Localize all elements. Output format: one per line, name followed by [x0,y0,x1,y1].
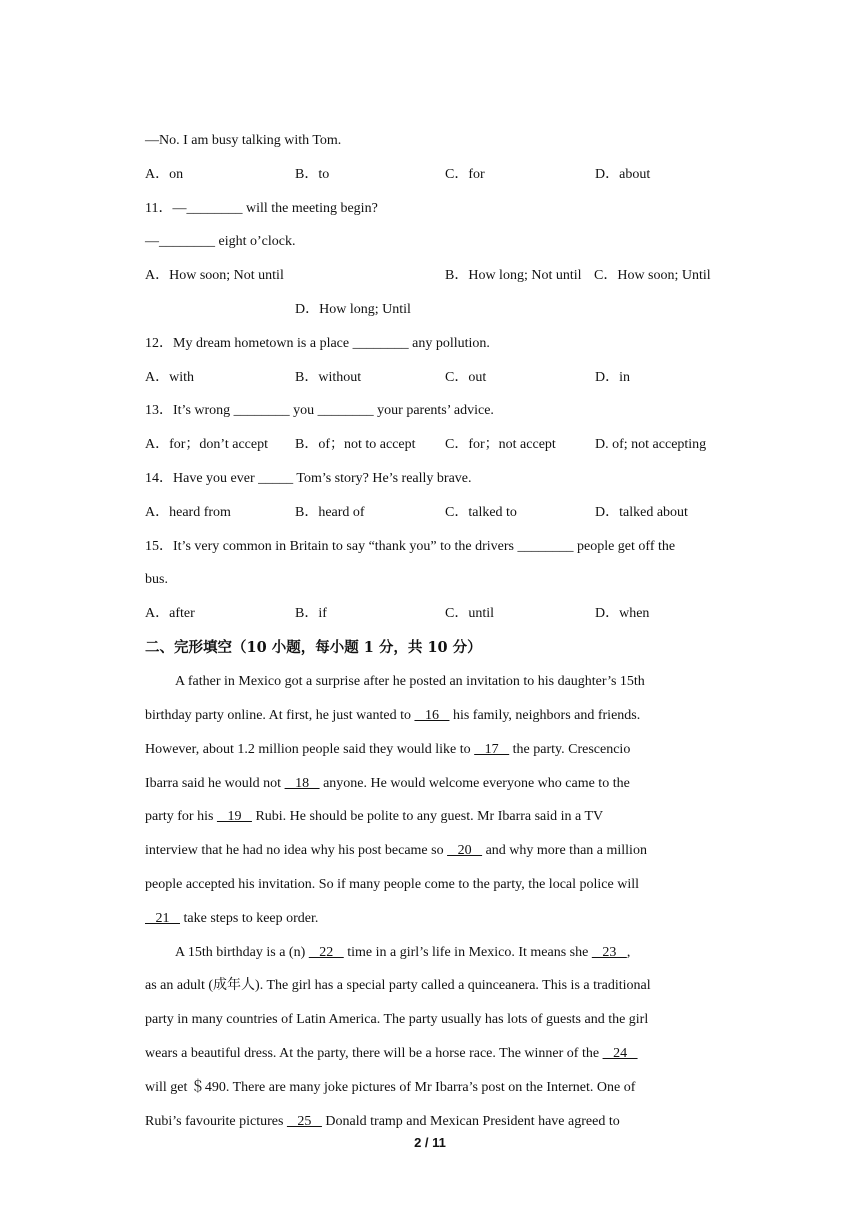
q10-option-c: C．for [445,167,485,182]
passage-text: will get ＄490. There are many joke pictures of Mr Ibarra’s post on the Internet. One of [145,1080,636,1095]
q11-option-c: C．How soon; Until [594,268,711,283]
q11-stem: 11．—________ will the meeting begin? [145,201,378,216]
cloze-blank: 24 [602,1046,638,1061]
cloze-blank: 25 [286,1114,322,1129]
passage-line [175,673,645,691]
page-number: 2 / 11 [414,1135,446,1150]
passage-text: Rubi. He should be polite to any guest. Mr Ibarra said in a TV [251,809,604,824]
passage-line [145,1011,648,1029]
cloze-blank: 23 [591,945,627,960]
cloze-blank: 17 [474,742,510,757]
passage-text: A father in Mexico got a surprise after he posted an invitation to his daughter’s 15th [175,674,645,689]
q15-option-a: A．after [145,606,195,621]
cloze-blank: 18 [284,776,320,791]
passage-text: and why more than a million [482,843,647,858]
q11-option-d: D．How long; Until [295,302,411,317]
passage-text: take steps to keep order. [180,911,319,926]
q10-option-a: A．on [145,167,184,182]
passage-text: as an adult (成年人). The girl has a special party called a quinceanera. This is a traditional [145,978,651,993]
passage-line [145,842,647,860]
passage-line [145,808,603,826]
q15-option-c: C．until [445,606,495,621]
passage-text: his family, neighbors and friends. [449,708,641,723]
q14-stem: 14．Have you ever _____ Tom’s story? He’s really brave. [145,471,472,486]
passage-text: anyone. He would welcome everyone who came to the [319,776,630,791]
cloze-blank: 19 [216,809,252,824]
q13-option-d: D. of; not accepting [595,437,707,452]
passage-line [145,910,318,928]
q12-option-b: B．without [295,370,362,385]
passage-text: wears a beautiful dress. At the party, there will be a horse race. The winner of the [145,1046,603,1061]
q12-option-a: A．with [145,370,194,385]
q14-option-b: B．heard of [295,505,365,520]
passage-line [145,707,640,725]
passage-text: the party. Crescencio [509,742,631,757]
q14-option-d: D．talked about [595,505,688,520]
q13-option-a: A．for；don’t accept [145,437,268,452]
passage-line [145,775,630,793]
q15-option-b: B．if [295,606,327,621]
q10-option-b: B．to [295,167,330,182]
passage-line [145,1045,638,1063]
q11-option-b: B．How long; Not until [445,268,582,283]
section-heading: 二、完形填空（10 小题，每小题 1 分，共 10 分） [145,639,482,656]
q13-option-b: B．of；not to accept [295,437,416,452]
passage-text: time in a girl’s life in Mexico. It means she [343,945,592,960]
passage-line [145,876,639,894]
q10-option-d: D．about [595,167,651,182]
q12-option-c: C．out [445,370,487,385]
q14-option-a: A．heard from [145,505,231,520]
passage-line [145,1113,620,1131]
q14-option-c: C．talked to [445,505,517,520]
passage-text: party for his [145,809,217,824]
passage-text: birthday party online. At first, he just wanted to [145,708,415,723]
q12-stem: 12．My dream hometown is a place ________ any pollution. [145,336,490,351]
q15-stem-continued: bus. [145,572,168,587]
passage-line [145,977,651,995]
q13-stem: 13．It’s wrong ________ you ________ your parents’ advice. [145,403,494,418]
passage-text: Rubi’s favourite pictures [145,1114,287,1129]
passage-text: Ibarra said he would not [145,776,285,791]
q13-option-c: C．for；not accept [445,437,556,452]
passage-line [145,741,630,759]
passage-text: Donald tramp and Mexican President have agreed to [321,1114,620,1129]
passage-line [175,944,630,962]
passage-line [145,1079,635,1097]
cloze-blank: 16 [414,708,450,723]
passage-text: However, about 1.2 million people said they would like to [145,742,475,757]
passage-text: , [626,945,631,960]
q10-answer-line: —No. I am busy talking with Tom. [145,133,342,148]
q15-stem: 15．It’s very common in Britain to say “thank you” to the drivers ________ people get off the [145,539,676,554]
passage-text: people accepted his invitation. So if many people come to the party, the local police will [145,877,639,892]
q11-answer-line: —________ eight o’clock. [145,234,296,249]
passage-text: interview that he had no idea why his post became so [145,843,448,858]
passage-text: party in many countries of Latin America. The party usually has lots of guests and the girl [145,1012,649,1027]
cloze-blank: 20 [447,843,483,858]
q11-option-a: A．How soon; Not until [145,268,284,283]
passage-text: A 15th birthday is a (n) [175,945,309,960]
q15-option-d: D．when [595,606,650,621]
q12-option-d: D．in [595,370,630,385]
cloze-blank: 22 [308,945,344,960]
cloze-blank: 21 [145,911,180,926]
